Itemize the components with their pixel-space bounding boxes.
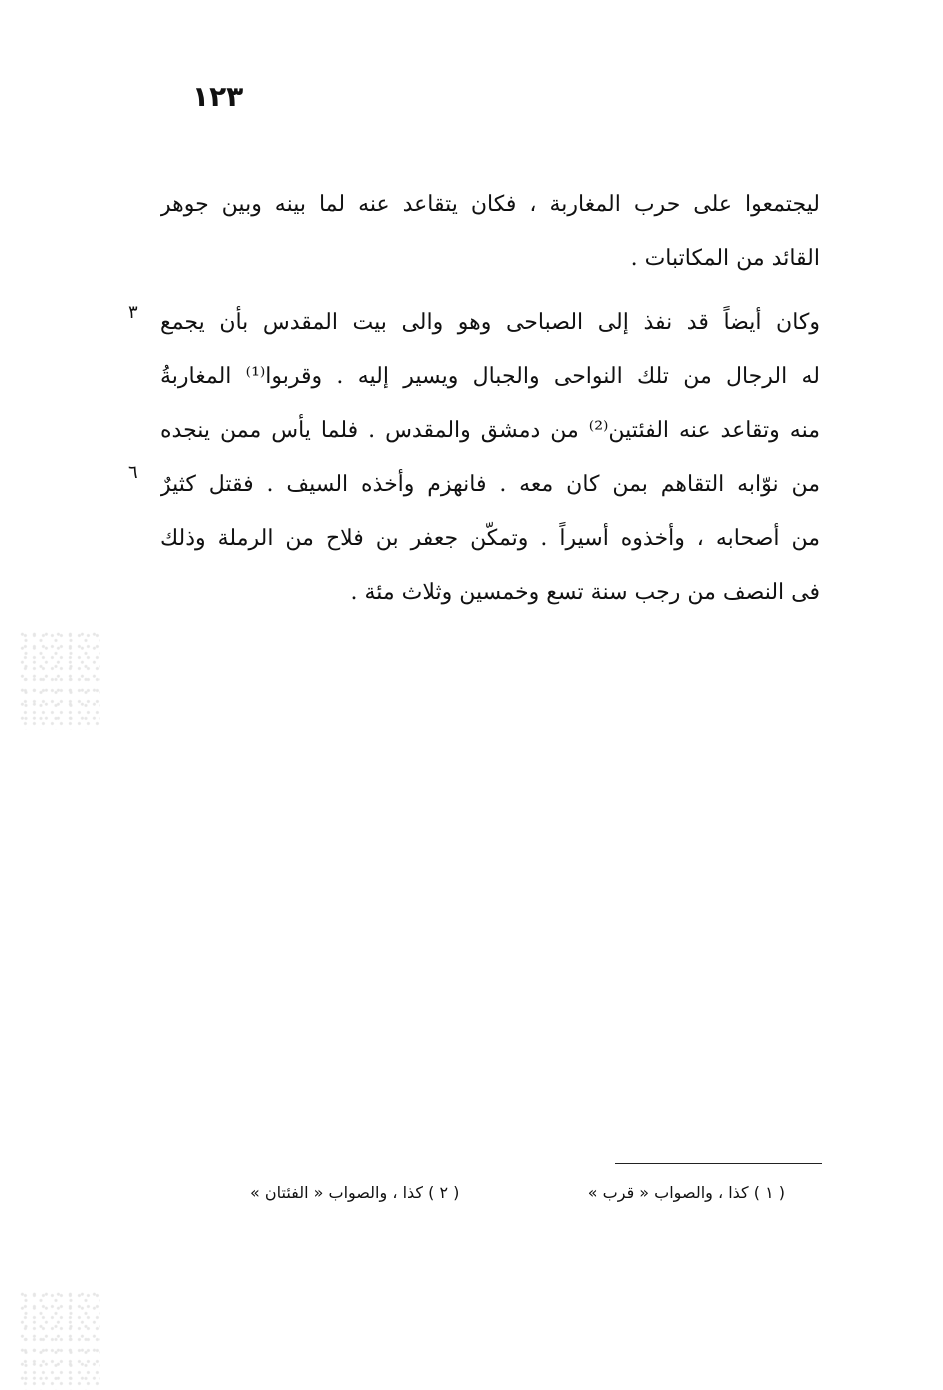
text-line: له الرجال من تلك النواحى والجبال ويسير إليه . وقربوا⁽¹⁾ المغاربةُ [160,364,820,389]
footnote-1: ( ١ ) كذا ، والصواب « قرب » [587,1183,785,1202]
paragraph-1 [160,178,820,286]
paragraph-2 [160,296,820,620]
footnote-divider [615,1163,822,1164]
text-line: القائد من المكاتبات . [630,246,820,271]
text-line: من أصحابه ، وأخذوه أسيراً . وتمكّن جعفر بن فلاح من الرملة وذلك [160,526,820,551]
paper-speckle [20,630,100,730]
body-text [160,178,820,620]
line-number-marker: ٣ [128,302,138,323]
text-line: من نوّابه التقاهم بمن كان معه . فانهزم وأخذه السيف . فقتل كثيرٌ [160,472,820,497]
text-line: ليجتمعوا على حرب المغاربة ، فكان يتقاعد عنه لما بينه وبين جوهر [160,192,820,217]
line-number-marker: ٦ [128,462,138,483]
page-number: ١٢٣ [192,80,244,113]
paper-speckle [20,1290,100,1390]
text-line: فى النصف من رجب سنة تسع وخمسين وثلاث مئة . [350,580,820,605]
text-line: منه وتقاعد عنه الفئتين⁽²⁾ من دمشق والمقدس . فلما يأس ممن ينجده [160,418,820,443]
footnotes [250,1183,785,1202]
text-line: وكان أيضاً قد نفذ إلى الصباحى وهو والى بيت المقدس بأن يجمع [160,310,820,335]
footnote-2: ( ٢ ) كذا ، والصواب « الفئتان » [250,1183,460,1202]
